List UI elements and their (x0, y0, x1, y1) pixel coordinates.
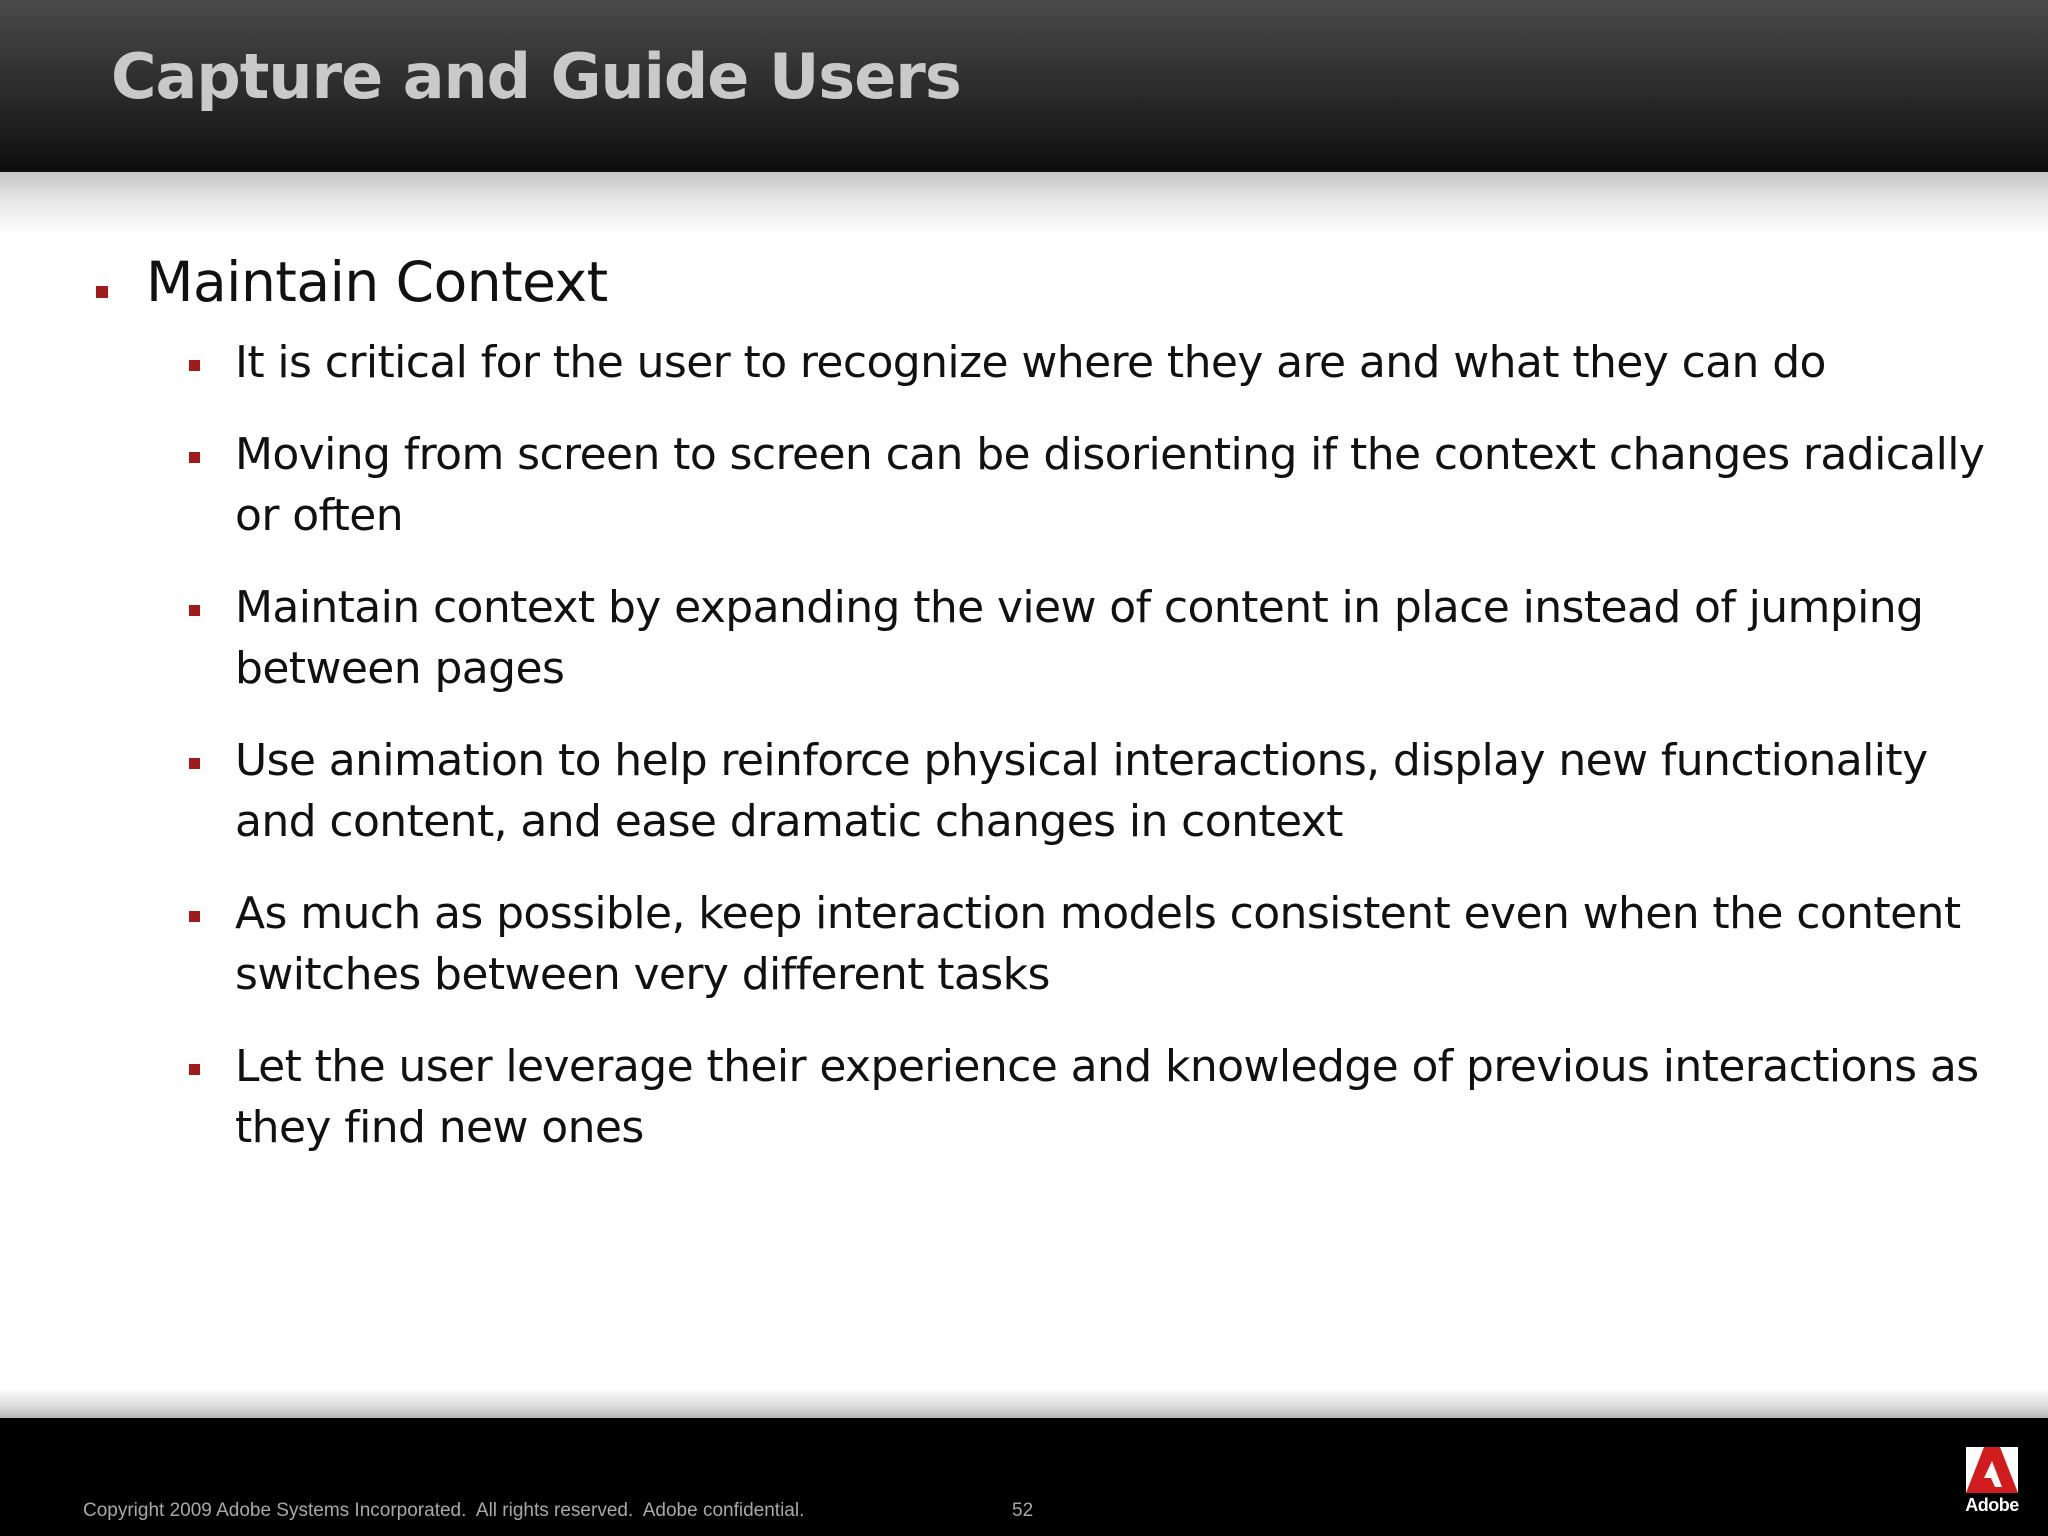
sub-bullet-text: As much as possible, keep interaction models consistent even when the content switches between very different tasks (235, 888, 1961, 1000)
adobe-logo (1962, 1447, 2022, 1521)
sub-bullet-text: It is critical for the user to recognize where they are and what they can do (235, 337, 1826, 388)
bullet-square-icon (189, 911, 200, 922)
bullet-square-icon (189, 1064, 200, 1075)
bullet-square-icon (96, 286, 108, 298)
adobe-logo-text: Adobe (1965, 1495, 2019, 1515)
bullet-square-icon (189, 605, 200, 616)
copyright-text: Copyright 2009 Adobe Systems Incorporated. All rights reserved. Adobe confidential. (83, 1500, 805, 1521)
bullet-square-icon (189, 758, 200, 769)
slide-content (0, 250, 2048, 1189)
sub-bullet (235, 730, 1995, 852)
bullet-level-1 (146, 250, 2048, 314)
sub-bullet (235, 332, 1995, 393)
sub-bullet (235, 1036, 1995, 1158)
bullet-square-icon (189, 452, 200, 463)
slide-title: Capture and Guide Users (111, 40, 961, 113)
footer-shadow (0, 1388, 2048, 1418)
page-number: 52 (1012, 1500, 1034, 1521)
sub-bullet-text: Maintain context by expanding the view of content in place instead of jumping between pages (235, 582, 1924, 694)
header-shadow (0, 172, 2048, 234)
bullet-square-icon (189, 360, 200, 371)
sub-bullet-text: Let the user leverage their experience and knowledge of previous interactions as they find new ones (235, 1041, 1979, 1153)
sub-bullet (235, 424, 1995, 546)
adobe-logo-icon (1966, 1447, 2018, 1493)
sub-bullet-text: Moving from screen to screen can be disorienting if the context changes radically or often (235, 429, 1985, 541)
sub-bullet (235, 883, 1995, 1005)
bullet-text: Maintain Context (146, 250, 608, 314)
sub-bullet (235, 577, 1995, 699)
sub-bullet-text: Use animation to help reinforce physical interactions, display new functionality and content, and ease dramatic changes in context (235, 735, 1928, 847)
